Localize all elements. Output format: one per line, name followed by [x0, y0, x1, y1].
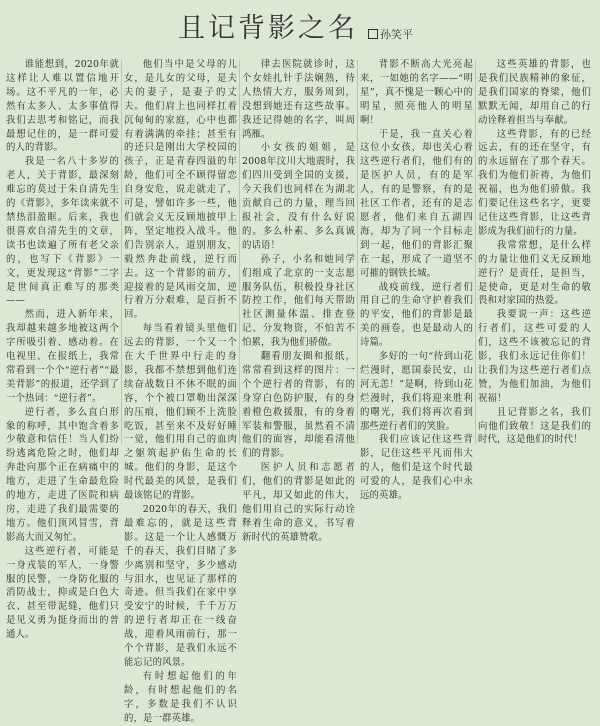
paragraph: 孙子，小名和她同学们组成了北京的一支志愿服务队伍，积极投身社区防控工作，他们每天帮助社区测量体温、排查登记、分发物资，不怕苦不怕累，我为他们骄傲。 — [242, 253, 355, 349]
paragraph: 有时想起他们的年龄，有时想起他们的名字，多数是我们不认识的，是一群英雄。 — [124, 670, 237, 724]
paragraph: 战疫前线，逆行者们用自己的生命守护着我们的平安，他们的背影是最美的画卷，也是最动人的诗篇。 — [360, 281, 473, 349]
paragraph: 我们应该记住这些背影，记住这些平凡而伟大的人，他们是这个时代最可爱的人，是我们心中永远的英雄。 — [360, 434, 473, 502]
paragraph: 谁能想到，2020年就这样让人难以置信地开场。这不平凡的一年，必然有太多人、太多事值得我们去思考和铭记，而我最想记住的，是一群可爱的人的背影。 — [6, 59, 119, 154]
byline — [368, 26, 413, 42]
paragraph: 律去医院就诊时，这个女娃扎针手法娴熟，待人热情大方，服务周到，没想到她还有这些故事。我还记得她的名字，叫周鸿雁。 — [242, 59, 355, 140]
paragraph: 小女孩的姐姐，是2008年汶川大地震时，我们四川受到全国的支援，今天我们也同样在为湖北贡献自己的力量，理当回报社会，没有什么好说的。多么朴素、多么真诚的话语！ — [242, 142, 355, 251]
paragraph: 医护人员和志愿者们，他们的背影是如此的平凡，却又如此的伟大，他们用自己的实际行动诠释着生命的意义，书写着新时代的英雄赞歌。 — [242, 462, 355, 543]
paragraph: 且记背影之名，我们向他们致敬！这是我们的时代，这是他们的时代！ — [478, 406, 591, 446]
paragraph: 我要说一声：这些逆行者们，这些可爱的人们，这些不该被忘记的背影，我们永远记住你们！让我们为这些逆行者们点赞，为他们加油，为他们祝福！ — [478, 309, 591, 404]
article-title: 且记背影之名 — [178, 13, 358, 44]
paragraph: 这些背影，有的已经远去，有的还在坚守，有的永远留在了那个春天。我们为他们祈祷，为他们祝福，也为他们骄傲。我们要记住这些名字，更要记住这些背影，让这些背影成为我们前行的力量。 — [478, 128, 591, 237]
column-divider — [121, 60, 122, 444]
paragraph: 多好的一句“待到山花烂漫时，愿国泰民安，山河无恙！”是啊，待到山花烂漫时，我们将迎来胜利的曙光，我们将再次看到那些逆行者们的笑脸。 — [360, 351, 473, 432]
text-column-1 — [6, 58, 119, 641]
paragraph: 翻看朋友圈和报纸，常常看到这样的图片：一个个逆行者的背影，有的身穿白色防护服，有的身着橙色救援服，有的身着军装和警服，虽然看不清他们的面容，却能看清他们的背影。 — [242, 351, 355, 460]
paragraph: 于是，我一直关心着这位小女孩，却也关心着这些逆行者们，他们有的是医护人员，有的是军人，有的是警察，有的是社区工作者，还有的是志愿者，他们来自五湖四海，却为了同一个目标走到一起，他们的背影汇聚在一起，形成了一道坚不可摧的钢铁长城。 — [360, 128, 473, 279]
article-header — [0, 0, 600, 55]
paragraph: 这些逆行者，可能是一身戎装的军人，一身警服的民警，一身防化服的消防战士，抑或是白色大衣、甚至带泥缝，他们只是见义勇为挺身而出的普通人。 — [6, 545, 119, 641]
paragraph: 我常常想，是什么样的力量让他们义无反顾地逆行？是责任，是担当，是使命，更是对生命的敬畏和对家国的热爱。 — [478, 239, 591, 307]
text-column-5 — [478, 58, 591, 446]
paragraph: 逆行者，多么直白形象的称呼，其中饱含着多少敬意和信任！当人们纷纷逃离危险之时，他们却奔赴向那个正在病痛中的地方，走进了生命最危险的地方，走进了医院和病房，走进了我们最需要的地方。他们顶风冒雪，背影高大而又匆忙。 — [6, 406, 119, 543]
text-column-2 — [124, 58, 237, 724]
paragraph: 每当看着镜头里他们远去的背影，一个又一个在大千世界中行走的身影，我都不禁想到他们连续奋战数日不休不眠的面容，个个被口罩勒出深深的压痕，他们顾不上洗脸吃饭，甚至来不及好好睡一觉，他们用自己的血肉之躯筑起护佑生命的长城。他们的身影，是这个时代最美的风景，是我们最该铭记的背影。 — [124, 323, 237, 502]
byline-box-icon — [368, 29, 378, 39]
paragraph: 我是一名八十多岁的老人，关于背影，最深刻难忘的莫过于朱自清先生的《背影》，多年读来就不禁热泪盈眶。后来，我也很喜欢自清先生的文章，读书也读遍了所有老父亲的，也写下《背影》一文，更发现这“背影”二字是世间真正难写的那类—— — [6, 156, 119, 307]
column-divider — [239, 60, 240, 444]
author-name: 孙笑平 — [380, 28, 413, 41]
paragraph: 然而，进入新年来，我却越来越多地被这两个字所吸引着、感动着。在电视里、在报纸上，我常常看到一个个“逆行者”“最美背影”的报道，还学到了一个热词：“逆行者”。 — [6, 309, 119, 404]
column-divider — [475, 60, 476, 444]
paragraph: 他们当中是父母的儿女，是儿女的父母，是夫夫的妻子，是妻子的丈夫。他们肩上也同样扛着沉甸甸的家庭，心中也都有着满满的牵挂；甚至有的还只是刚出大学校园的孩子，正是青春四溢的年龄，他们可全不顾得留恋自身安危，说走就走了，可是，譬如许多一些，他们就会义无反顾地披甲上阵，坚定地投入战斗。他们告别亲人，道别朋友，毅然奔赴前线，逆行而去。这一个背影的前方，迎接着的是风雨交加，逆行着万分艰难，是百折不回。 — [124, 59, 237, 321]
column-divider — [357, 60, 358, 444]
paragraph: 背影不断高大光亮起来，一如她的名字——“明星”，真不愧是一颗心中的明星，照亮他人的明星啊！ — [360, 59, 473, 126]
text-column-3 — [242, 58, 355, 543]
paragraph: 这些英雄的背影，也是我们民族精神的象征，是我们国家的脊梁，他们默默无闻，却用自己的行动诠释着担当与奉献。 — [478, 59, 591, 126]
paragraph: 2020年的春天，我们最难忘的，就是这些背影。这是一个让人感慨万千的春天，我们目睹了多少离别和坚守，多少感动与泪水，也见证了那样的奇迹。但当我们在家中享受安宁的时候，千千万万的逆行者却正在一线奋战，迎着风雨前行，那一个个背影，是我们永远不能忘记的风景。 — [124, 504, 237, 668]
text-column-4 — [360, 58, 473, 502]
